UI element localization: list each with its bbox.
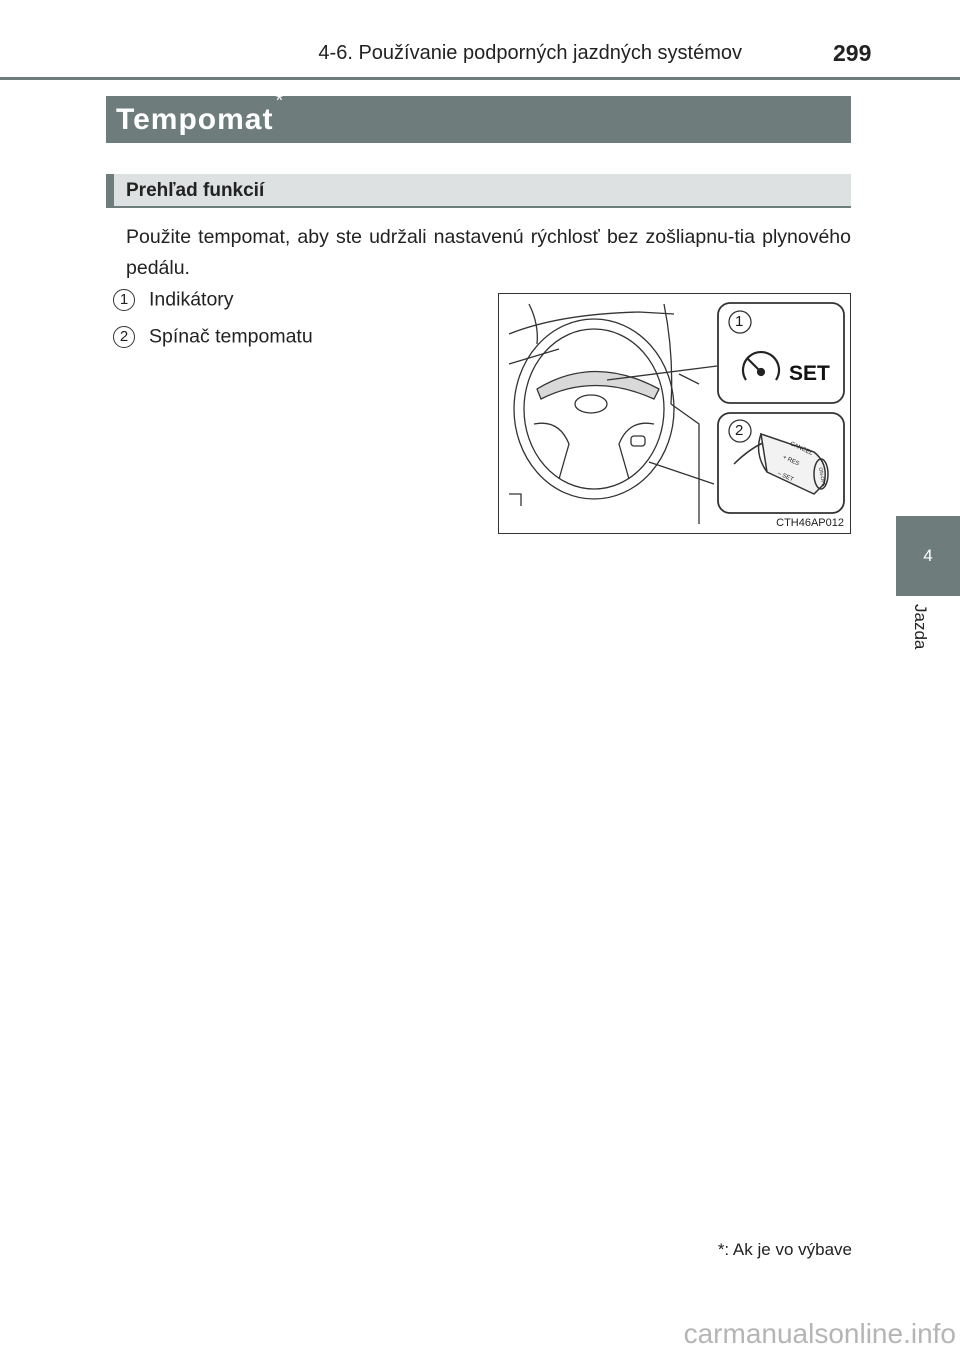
page-number: 299 [833, 40, 872, 66]
page-title: Tempomat [116, 103, 274, 136]
title-banner [106, 90, 851, 143]
title-footnote-mark: * [275, 90, 284, 112]
intro-paragraph: Použite tempomat, aby ste udržali nastavenú rýchlosť bez zošliapnu-tia plynového pedálu. [126, 226, 851, 279]
item-number-badge: 2 [113, 326, 135, 348]
figure-illustration [498, 293, 851, 534]
section-title: 4-6. Používanie podporných jazdných systémov [318, 42, 742, 64]
chapter-label: Jazda [911, 604, 930, 650]
lever-label-res: + RES [781, 454, 800, 468]
item-number-badge: 1 [113, 289, 135, 311]
item-label: Spínač tempomatu [149, 325, 313, 348]
figure-code: CTH46AP012 [776, 517, 844, 529]
callout-number-2: 2 [735, 422, 744, 439]
list-item [113, 325, 313, 348]
chapter-tab: 4 [896, 516, 960, 596]
lever-label-cancel: CANCEL [788, 441, 814, 457]
dashboard-illustration [499, 294, 852, 535]
header-rule [0, 77, 960, 80]
subsection-banner [106, 174, 851, 208]
footnote: *: Ak je vo výbave [717, 1240, 852, 1259]
lever-label-onoff: ON-OFF [816, 467, 827, 487]
set-indicator-text: SET [789, 362, 830, 385]
subsection-title: Prehľad funkcií [126, 180, 265, 201]
lever-label-set: – SET [776, 470, 795, 484]
item-label: Indikátory [149, 288, 234, 311]
watermark: carmanualsonline.info [683, 1318, 956, 1349]
list-item [113, 288, 234, 311]
callout-number-1: 1 [735, 313, 744, 330]
